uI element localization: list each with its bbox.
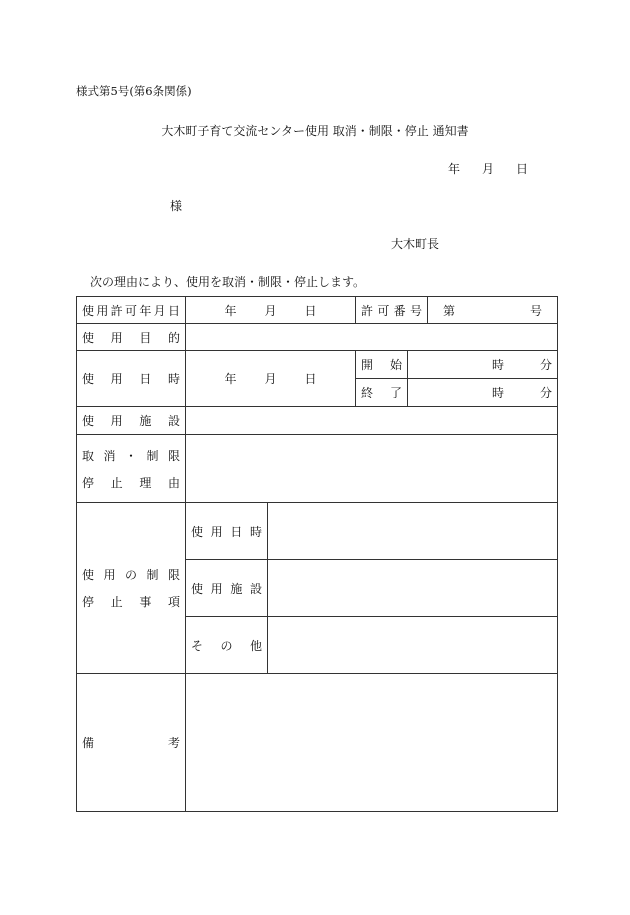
issue-date [448,160,528,177]
usage-date-value[interactable]: 年 月 日 [224,372,317,386]
restriction-sub-other-label: そ の 他 [191,638,262,653]
row-purpose [77,324,558,351]
row-usage-datetime-start [77,351,558,379]
end-time-value[interactable]: 時 分 [491,386,553,400]
notice-text: 次の理由により、使用を取消・制限・停止します。 [90,275,366,289]
row-reason [77,435,558,503]
date-day: 日 [516,162,529,176]
row-facility [77,407,558,435]
restriction-datetime-value[interactable] [268,503,558,560]
date-year: 年 [448,162,461,176]
start-time-value[interactable]: 時 分 [491,358,553,372]
facility-label: 使 用 施 設 [82,414,180,428]
form-number: 様式第5号(第6条関係) [76,84,192,98]
row-remarks [77,674,558,812]
permit-date-label: 使 用 許 可 年 月 日 [82,303,180,318]
restriction-facility-value[interactable] [268,560,558,617]
permit-no-value[interactable]: 第 号 [443,303,543,318]
reason-value[interactable] [186,435,558,503]
facility-value[interactable] [186,407,558,435]
issuer: 大木町長 [391,237,440,251]
date-month: 月 [482,162,495,176]
reason-label: 取 消 ・ 制 限 停 止 理 由 [82,448,180,490]
end-label: 終 了 [361,386,403,400]
purpose-label: 使 用 目 的 [82,330,180,345]
start-label: 開 始 [361,358,403,372]
permit-date-value[interactable]: 年 月 日 [224,303,317,318]
restriction-label: 使 用 の 制 限 停 止 事 項 [82,568,180,609]
restriction-sub-facility-label: 使 用 施 設 [191,581,262,596]
document-title: 大木町子育て交流センター使用 取消・制限・停止 通知書 [161,124,469,138]
row-restriction-datetime [77,503,558,560]
restriction-sub-datetime-label: 使 用 日 時 [191,524,262,539]
addressee-suffix: 様 [170,199,183,213]
notification-form-table [76,296,558,812]
usage-datetime-label: 使 用 日 時 [82,372,180,386]
purpose-value[interactable] [186,324,558,351]
remarks-label: 備 考 [82,736,180,750]
restriction-other-value[interactable] [268,617,558,674]
remarks-value[interactable] [186,674,558,812]
permit-no-label: 許 可 番 号 [361,303,423,318]
row-permit-date [77,297,558,324]
